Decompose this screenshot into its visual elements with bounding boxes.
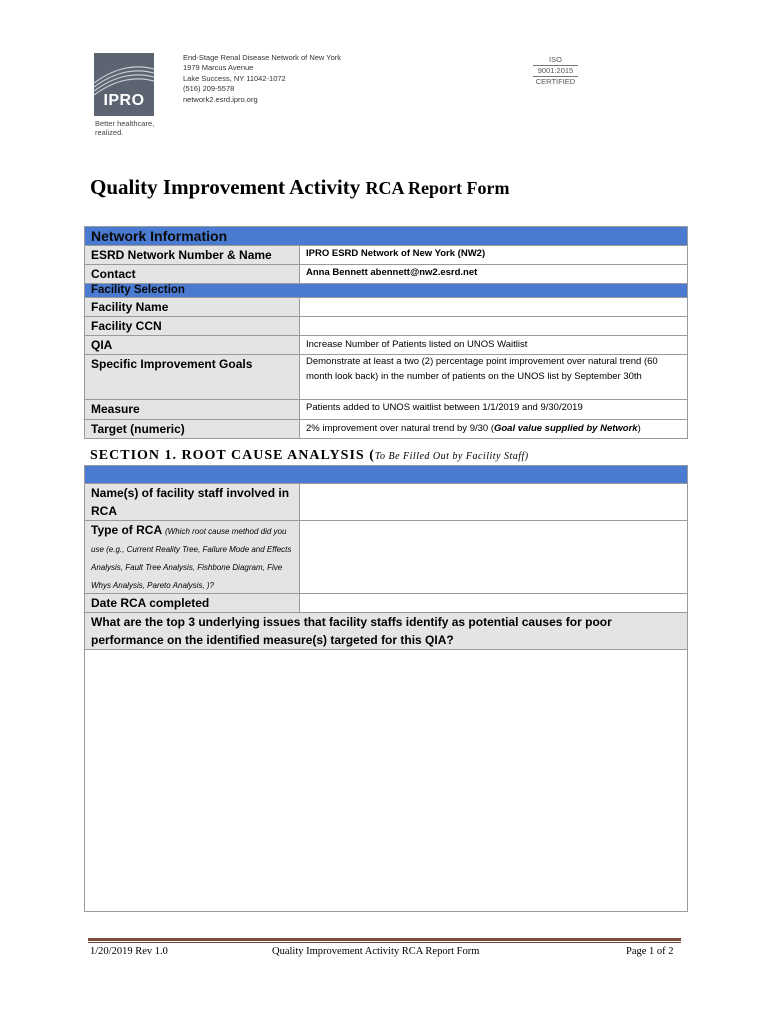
improvement-goals-value: Demonstrate at least a two (2) percentage point improvement over natural trend (60 month look back) in the number of patients on the UNOS list by September 30th [300,355,688,400]
qia-label: QIA [85,336,300,355]
footer-revision: 1/20/2019 Rev 1.0 [90,946,168,957]
section1-heading: SECTION 1. ROOT CAUSE ANALYSIS (To Be Filled Out by Facility Staff) [90,448,529,463]
footer-form-name: Quality Improvement Activity RCA Report Form [272,946,480,957]
measure-value: Patients added to UNOS waitlist between 1/1/2019 and 9/30/2019 [300,400,688,420]
contact-value: Anna Bennett abennett@nw2.esrd.net [300,265,688,284]
rca-type-label: Type of RCA [91,523,162,537]
iso-certification-badge: ISO 9001:2015 CERTIFIED [533,55,578,87]
facility-name-field[interactable] [300,298,688,317]
network-info-table [84,226,688,439]
network-info-heading: Network Information [85,227,688,246]
network-number-label: ESRD Network Number & Name [85,246,300,265]
rca-type-note: (Which root cause method did you use (e.g., Current Reality Tree, Failure Mode and Effects Analysis, Fault Tree Analysis, Fishbone Diagram, Five Whys Analysis, Pareto Analysis, )? [91,527,292,590]
measure-label: Measure [85,400,300,420]
target-label: Target (numeric) [85,420,300,439]
network-address: End-Stage Renal Disease Network of New York 1979 Marcus Avenue Lake Success, NY 11042-1072 (516) 209-5578 network2.esrd.ipro.org [183,53,341,104]
rca-type-cell [85,521,300,594]
page-title: Quality Improvement Activity RCA Report Form [90,175,510,199]
rca-type-field[interactable] [300,521,688,594]
ipro-logo [94,53,154,116]
footer-page-number: Page 1 of 2 [626,946,674,957]
facility-ccn-label: Facility CCN [85,317,300,336]
date-completed-label: Date RCA completed [85,594,300,613]
facility-selection-heading: Facility Selection [85,284,688,298]
top-issues-question: What are the top 3 underlying issues that facility staffs identify as potential causes for poor performance on the identified measure(s) targeted for this QIA? [85,613,688,650]
rca-table [84,465,688,912]
staff-names-field[interactable] [300,484,688,521]
rca-table-header-bar [85,466,688,484]
tagline: Better healthcare, realized. [95,119,155,137]
improvement-goals-label: Specific Improvement Goals [85,355,300,400]
network-number-value: IPRO ESRD Network of New York (NW2) [300,246,688,265]
facility-ccn-field[interactable] [300,317,688,336]
top-issues-answer-field[interactable] [85,650,688,912]
date-completed-field[interactable] [300,594,688,613]
logo-text: IPRO [103,92,145,109]
contact-label: Contact [85,265,300,284]
qia-value: Increase Number of Patients listed on UNOS Waitlist [300,336,688,355]
footer-rule-thick [88,938,681,941]
facility-name-label: Facility Name [85,298,300,317]
staff-names-label: Name(s) of facility staff involved in RCA [85,484,300,521]
target-value: 2% improvement over natural trend by 9/30 (Goal value supplied by Network) [300,420,688,439]
footer-rule-thin [88,942,681,943]
